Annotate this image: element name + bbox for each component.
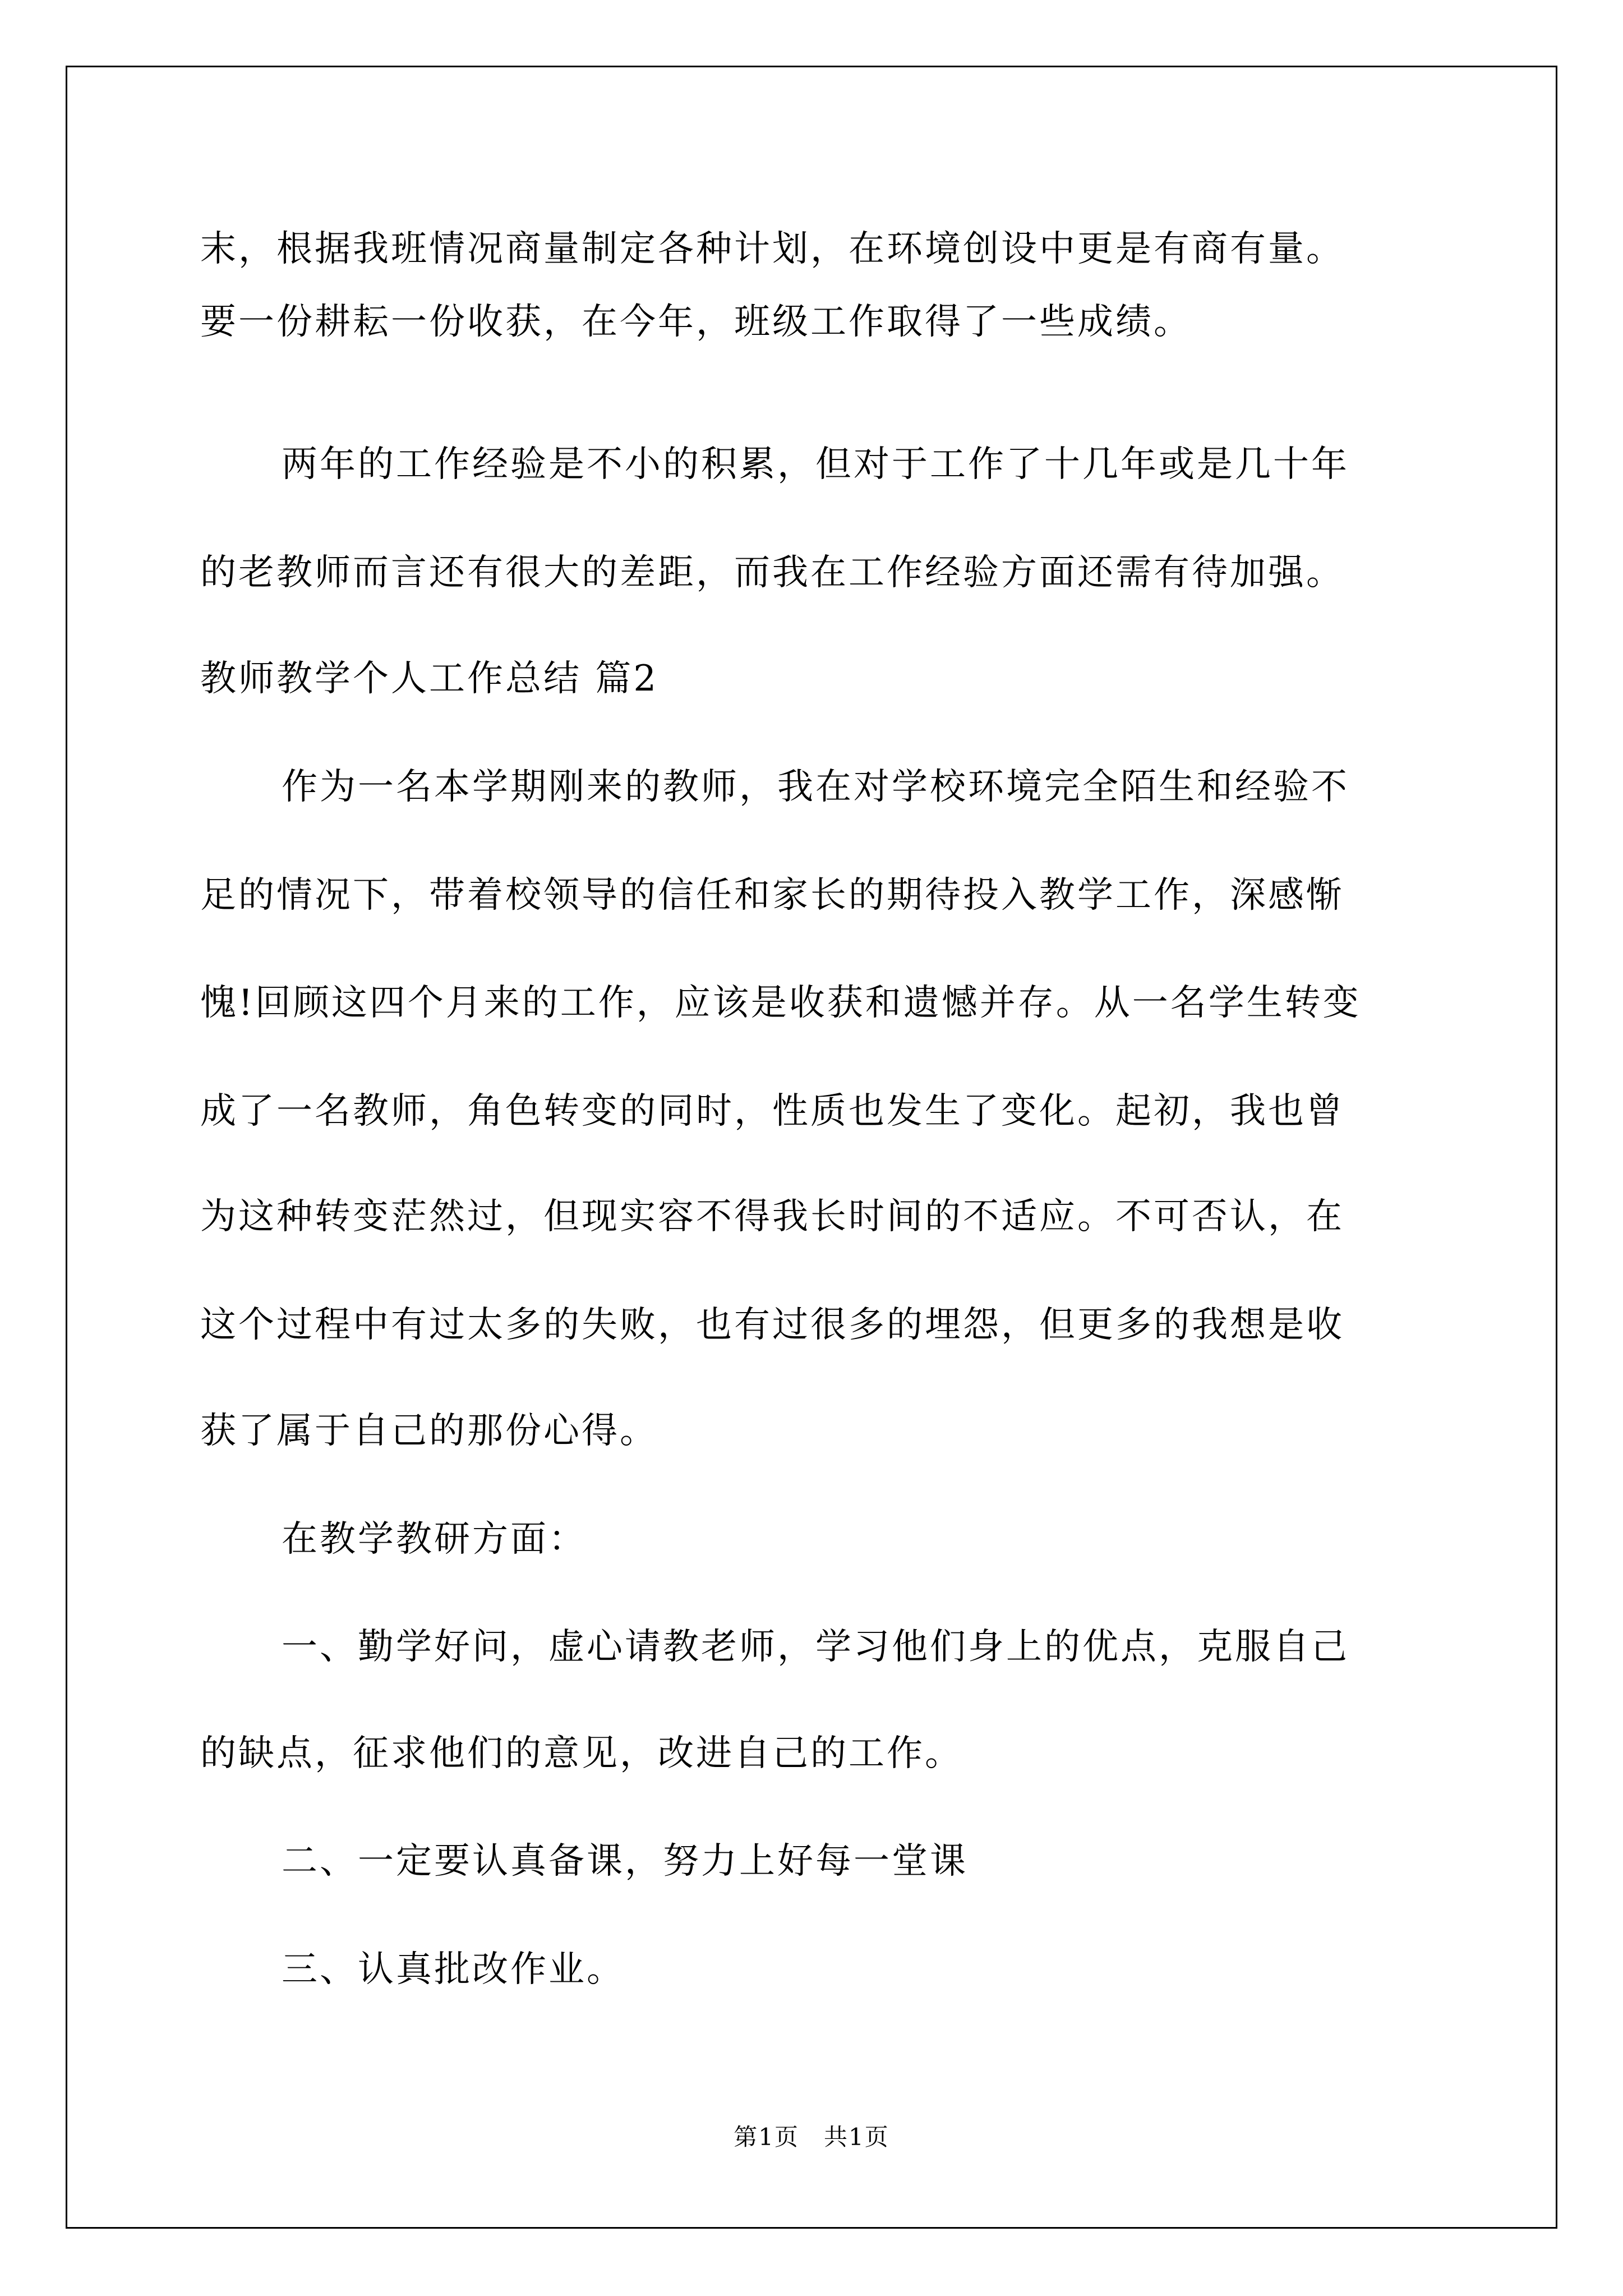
text-line: 三、认真批改作业。	[282, 1949, 625, 1990]
text-line: 愧!回顾这四个月来的工作，应该是收获和遗憾并存。从一名学生转变	[200, 982, 1361, 1024]
text-line: 在教学教研方面：	[282, 1519, 587, 1560]
text-line: 为这种转变茫然过，但现实容不得我长时间的不适应。不可否认，在	[200, 1196, 1344, 1237]
text-line: 作为一名本学期刚来的教师，我在对学校环境完全陌生和经验不	[282, 766, 1349, 808]
page-footer: 第1页 共1页	[734, 2123, 889, 2151]
text-line: 的老教师而言还有很大的差距，而我在工作经验方面还需有待加强。	[200, 552, 1344, 593]
text-line: 这个过程中有过太多的失败，也有过很多的埋怨，但更多的我想是收	[200, 1304, 1344, 1346]
text-line: 两年的工作经验是不小的积累，但对于工作了十几年或是几十年	[282, 444, 1349, 485]
text-line: 二、一定要认真备课，努力上好每一堂课	[282, 1841, 968, 1882]
text-line: 的缺点，征求他们的意见，改进自己的工作。	[200, 1733, 963, 1774]
section-heading: 教师教学个人工作总结 篇2	[200, 658, 659, 700]
text-line: 一、勤学好问，虚心请教老师，学习他们身上的优点，克服自己	[282, 1626, 1349, 1668]
page-border	[66, 66, 1557, 2229]
text-line: 要一份耕耘一份收获，在今年，班级工作取得了一些成绩。	[200, 301, 1192, 343]
text-line: 末，根据我班情况商量制定各种计划，在环境创设中更是有商有量。	[200, 228, 1344, 270]
text-line: 获了属于自己的那份心得。	[200, 1410, 658, 1452]
text-line: 足的情况下，带着校领导的信任和家长的期待投入教学工作，深感惭	[200, 875, 1344, 916]
text-line: 成了一名教师，角色转变的同时，性质也发生了变化。起初，我也曾	[200, 1091, 1344, 1132]
